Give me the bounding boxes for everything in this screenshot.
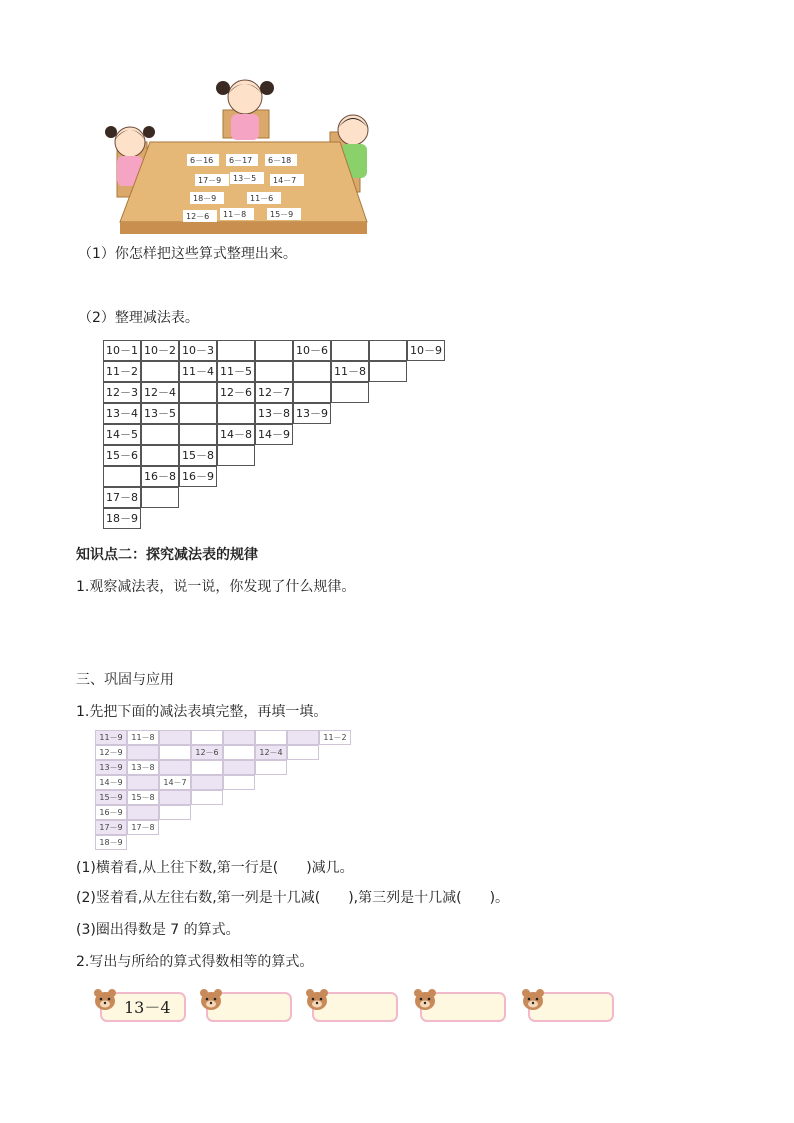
table-cell[interactable]	[223, 775, 255, 790]
table-cell: 11－4	[179, 361, 217, 382]
card-e: 13－5	[233, 174, 257, 183]
table-cell[interactable]	[223, 745, 255, 760]
table-cell: 16－9	[95, 805, 127, 820]
bear-icon	[92, 988, 118, 1012]
bear-icon	[412, 988, 438, 1012]
table-cell: 12－4	[255, 745, 287, 760]
table-cell[interactable]	[217, 445, 255, 466]
card-k: 15－9	[270, 210, 294, 219]
table-cell: 12－6	[191, 745, 223, 760]
table-cell: 17－8	[127, 820, 159, 835]
table-cell[interactable]	[159, 760, 191, 775]
table-cell[interactable]	[127, 805, 159, 820]
table-cell: 14－9	[95, 775, 127, 790]
question-1: （1）你怎样把这些算式整理出来。	[78, 246, 297, 262]
table-cell: 13－4	[103, 403, 141, 424]
card-a: 6－16	[190, 156, 214, 165]
card-j: 11－8	[223, 210, 247, 219]
table-cell: 13－5	[141, 403, 179, 424]
card-g: 18－9	[193, 194, 217, 203]
table-cell[interactable]	[127, 775, 159, 790]
question-2: （2）整理减法表。	[78, 310, 199, 326]
card-h: 11－6	[250, 194, 274, 203]
table-cell: 16－8	[141, 466, 179, 487]
table-cell: 11－5	[217, 361, 255, 382]
table-cell[interactable]	[191, 760, 223, 775]
table-cell: 10－1	[103, 340, 141, 361]
fill-blank-1: (1)横着看,从上往下数,第一行是( )减几。	[76, 860, 354, 876]
bear-icon	[198, 988, 224, 1012]
table-cell: 12－7	[255, 382, 293, 403]
table-cell: 14－5	[103, 424, 141, 445]
table-cell: 14－8	[217, 424, 255, 445]
table-cell[interactable]	[293, 382, 331, 403]
table-cell: 10－6	[293, 340, 331, 361]
table-cell[interactable]	[331, 382, 369, 403]
table-cell[interactable]	[191, 775, 223, 790]
table-cell: 17－8	[103, 487, 141, 508]
table-cell: 13－9	[293, 403, 331, 424]
table-cell[interactable]	[127, 745, 159, 760]
table-cell[interactable]	[141, 487, 179, 508]
fill-blank-3: (3)圈出得数是 7 的算式。	[76, 922, 240, 938]
table-cell: 11－8	[127, 730, 159, 745]
knowledge-point-2-question: 1.观察减法表，说一说，你发现了什么规律。	[76, 579, 356, 595]
card-b: 6－17	[229, 156, 253, 165]
table-cell[interactable]	[103, 466, 141, 487]
table-cell: 11－9	[95, 730, 127, 745]
table-cell: 15－8	[179, 445, 217, 466]
table-cell: 16－9	[179, 466, 217, 487]
table-cell: 13－8	[255, 403, 293, 424]
table-cell[interactable]	[331, 340, 369, 361]
table-cell: 15－9	[95, 790, 127, 805]
bear-icon	[520, 988, 546, 1012]
table-cell: 14－7	[159, 775, 191, 790]
table-cell: 17－9	[95, 820, 127, 835]
card-c: 6－18	[268, 156, 292, 165]
table-cell[interactable]	[159, 790, 191, 805]
knowledge-point-2-heading: 知识点二：探究减法表的规律	[76, 547, 258, 563]
table-cell[interactable]	[159, 805, 191, 820]
table-cell: 15－8	[127, 790, 159, 805]
children-table-illustration	[95, 72, 395, 242]
table-cell: 11－8	[331, 361, 369, 382]
table-cell[interactable]	[179, 403, 217, 424]
table-cell[interactable]	[141, 361, 179, 382]
table-cell[interactable]	[217, 403, 255, 424]
bear-icon	[304, 988, 330, 1012]
table-cell: 13－9	[95, 760, 127, 775]
card-f: 14－7	[273, 176, 297, 185]
card-i: 12－6	[186, 212, 210, 221]
table-cell[interactable]	[287, 730, 319, 745]
table-cell: 12－6	[217, 382, 255, 403]
section-3-question-1: 1.先把下面的减法表填完整，再填一填。	[76, 704, 328, 720]
table-cell: 18－9	[95, 835, 127, 850]
table-cell[interactable]	[369, 340, 407, 361]
table-cell[interactable]	[191, 730, 223, 745]
table-cell[interactable]	[159, 745, 191, 760]
table-cell: 10－9	[407, 340, 445, 361]
card-expression: 13－4	[124, 998, 171, 1017]
table-cell[interactable]	[223, 730, 255, 745]
table-cell: 11－2	[103, 361, 141, 382]
table-cell: 18－9	[103, 508, 141, 529]
table-cell: 11－2	[319, 730, 351, 745]
table-cell: 12－3	[103, 382, 141, 403]
table-cell: 10－2	[141, 340, 179, 361]
table-cell: 12－4	[141, 382, 179, 403]
section-3-heading: 三、巩固与应用	[76, 672, 174, 688]
table-cell: 15－6	[103, 445, 141, 466]
table-cell[interactable]	[179, 382, 217, 403]
table-cell: 13－8	[127, 760, 159, 775]
table-cell[interactable]	[287, 745, 319, 760]
table-cell[interactable]	[293, 361, 331, 382]
table-cell[interactable]	[255, 361, 293, 382]
table-cell[interactable]	[191, 790, 223, 805]
card-d: 17－9	[198, 176, 222, 185]
table-cell[interactable]	[159, 730, 191, 745]
section-3-question-2: 2.写出与所给的算式得数相等的算式。	[76, 954, 314, 970]
table-cell: 14－9	[255, 424, 293, 445]
table-cell[interactable]	[179, 424, 217, 445]
table-cell: 12－9	[95, 745, 127, 760]
table-cell[interactable]	[255, 340, 293, 361]
table-cell[interactable]	[255, 730, 287, 745]
table-cell[interactable]	[255, 760, 287, 775]
table-cell[interactable]	[141, 445, 179, 466]
table-cell[interactable]	[369, 361, 407, 382]
fill-blank-2: (2)竖着看,从左往右数,第一列是十几减( ),第三列是十几减( )。	[76, 890, 510, 906]
table-cell[interactable]	[223, 760, 255, 775]
table-cell[interactable]	[141, 424, 179, 445]
table-cell: 10－3	[179, 340, 217, 361]
table-cell[interactable]	[217, 340, 255, 361]
